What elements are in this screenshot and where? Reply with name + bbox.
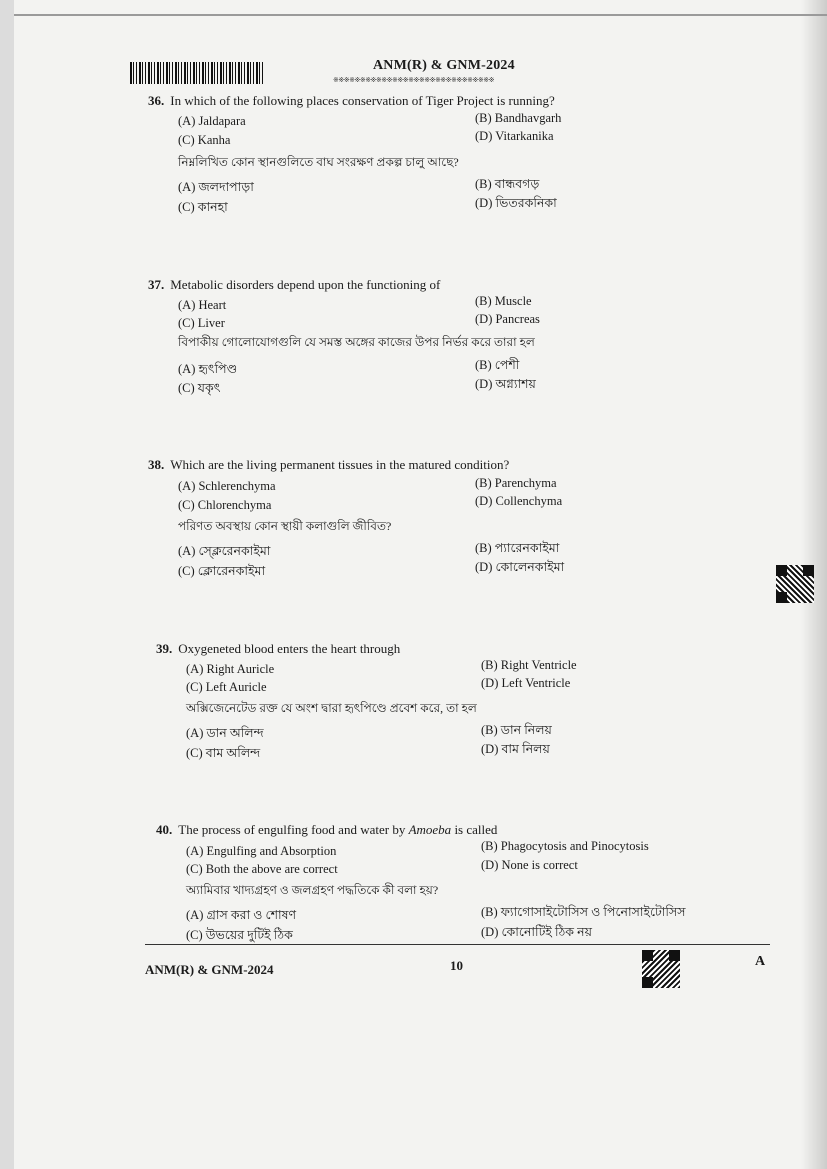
option-a-bengali: (A) হৃৎপিণ্ড	[178, 362, 238, 376]
question-number: 40.	[156, 822, 173, 837]
option-b-bengali: (B) ফ্যাগোসাইটোসিস ও পিনোসাইটোসিস	[481, 905, 686, 919]
option-a[interactable]: (A) Right Auricle	[186, 662, 275, 676]
option-d[interactable]: (D) None is correct	[481, 858, 578, 872]
question-english-part1: The process of engulfing food and water by	[178, 822, 409, 837]
option-c[interactable]: (C) Liver	[178, 316, 225, 330]
footer-title: ANM(R) & GNM-2024	[145, 962, 274, 977]
option-b[interactable]: (B) Parenchyma	[475, 476, 557, 490]
option-a[interactable]: (A) Engulfing and Absorption	[186, 844, 337, 858]
question-english: Metabolic disorders depend upon the functioning of	[170, 277, 441, 292]
qr-code-icon	[776, 565, 814, 603]
question-bengali: বিপাকীয় গোলোযোগগুলি যে সমস্ত অঙ্গের কাজের উপর নির্ভর করে তারা হল	[178, 335, 535, 349]
question-english: Which are the living permanent tissues in the matured condition?	[170, 457, 510, 472]
header-ornament: ※※※※※※※※※※※※※※※※※※※※※※※※※※※※※※	[333, 76, 494, 84]
page-number: 10	[450, 958, 463, 973]
option-b-bengali: (B) ডান নিলয়	[481, 723, 552, 737]
question-text	[148, 457, 509, 473]
header-title: ANM(R) & GNM-2024	[373, 58, 515, 73]
option-d[interactable]: (D) Collenchyma	[475, 494, 563, 508]
option-b-bengali: (B) পেশী	[475, 358, 520, 372]
option-a-bengali: (A) স্ক্লেরেনকাইমা	[178, 544, 271, 558]
option-b[interactable]: (B) Bandhavgarh	[475, 111, 562, 125]
question-text	[148, 277, 440, 293]
option-d-bengali: (D) কোনোটিই ঠিক নয়	[481, 925, 592, 939]
question-text	[148, 93, 555, 109]
option-c-bengali: (C) বাম অলিন্দ	[186, 746, 261, 760]
footer-rule	[145, 944, 770, 945]
option-b[interactable]: (B) Phagocytosis and Pinocytosis	[481, 839, 649, 853]
option-c[interactable]: (C) Left Auricle	[186, 680, 267, 694]
option-b-bengali: (B) প্যারেনকাইমা	[475, 541, 560, 555]
question-bengali: পরিণত অবস্থায় কোন স্থায়ী কলাগুলি জীবিত?	[178, 519, 392, 533]
question-bengali: নিম্নলিখিত কোন স্থানগুলিতে বাঘ সংরক্ষণ প্রকল্প চালু আছে?	[178, 155, 459, 169]
option-c-bengali: (C) কানহা	[178, 200, 228, 214]
option-c-bengali: (C) ক্লোরেনকাইমা	[178, 564, 266, 578]
option-a-bengali: (A) গ্রাস করা ও শোষণ	[186, 908, 297, 922]
option-d-bengali: (D) বাম নিলয়	[481, 742, 550, 756]
question-bengali: অ্যামিবার খাদ্যগ্রহণ ও জলগ্রহণ পদ্ধতিকে কী বলা হয়?	[186, 883, 439, 897]
option-a[interactable]: (A) Jaldapara	[178, 114, 246, 128]
option-c[interactable]: (C) Kanha	[178, 133, 231, 147]
question-english: In which of the following places conservation of Tiger Project is running?	[170, 93, 555, 108]
question-set-letter: A	[755, 954, 766, 969]
option-d[interactable]: (D) Left Ventricle	[481, 676, 571, 690]
option-b[interactable]: (B) Muscle	[475, 294, 532, 308]
question-english: Oxygeneted blood enters the heart through	[178, 641, 401, 656]
option-a-bengali: (A) জলদাপাড়া	[178, 180, 254, 194]
question-number: 39.	[156, 641, 173, 656]
question-english-part2: is called	[451, 822, 498, 837]
option-c[interactable]: (C) Chlorenchyma	[178, 498, 272, 512]
option-c-bengali: (C) যকৃৎ	[178, 381, 221, 395]
option-a[interactable]: (A) Schlerenchyma	[178, 479, 276, 493]
option-b[interactable]: (B) Right Ventricle	[481, 658, 577, 672]
option-d-bengali: (D) কোলেনকাইমা	[475, 560, 565, 574]
option-c[interactable]: (C) Both the above are correct	[186, 862, 338, 876]
option-c-bengali: (C) উভয়ের দুটিই ঠিক	[186, 928, 293, 942]
question-english-italic: Amoeba	[408, 822, 452, 837]
question-text	[156, 641, 400, 657]
option-d-bengali: (D) অগ্ন্যাশয়	[475, 377, 536, 391]
option-a-bengali: (A) ডান অলিন্দ	[186, 726, 264, 740]
barcode-image	[130, 62, 263, 84]
footer-qr-code-icon	[642, 950, 680, 988]
option-d[interactable]: (D) Vitarkanika	[475, 129, 554, 143]
question-text	[156, 822, 497, 838]
question-number: 38.	[148, 457, 165, 472]
option-d-bengali: (D) ভিতরকনিকা	[475, 196, 557, 210]
option-d[interactable]: (D) Pancreas	[475, 312, 540, 326]
question-bengali: অক্সিজেনেটেড রক্ত যে অংশ দ্বারা হৃৎপিণ্ডে প্রবেশ করে, তা হল	[186, 701, 477, 715]
question-number: 37.	[148, 277, 165, 292]
option-b-bengali: (B) বান্ধবগড়	[475, 177, 540, 191]
question-number: 36.	[148, 93, 165, 108]
option-a[interactable]: (A) Heart	[178, 298, 227, 312]
